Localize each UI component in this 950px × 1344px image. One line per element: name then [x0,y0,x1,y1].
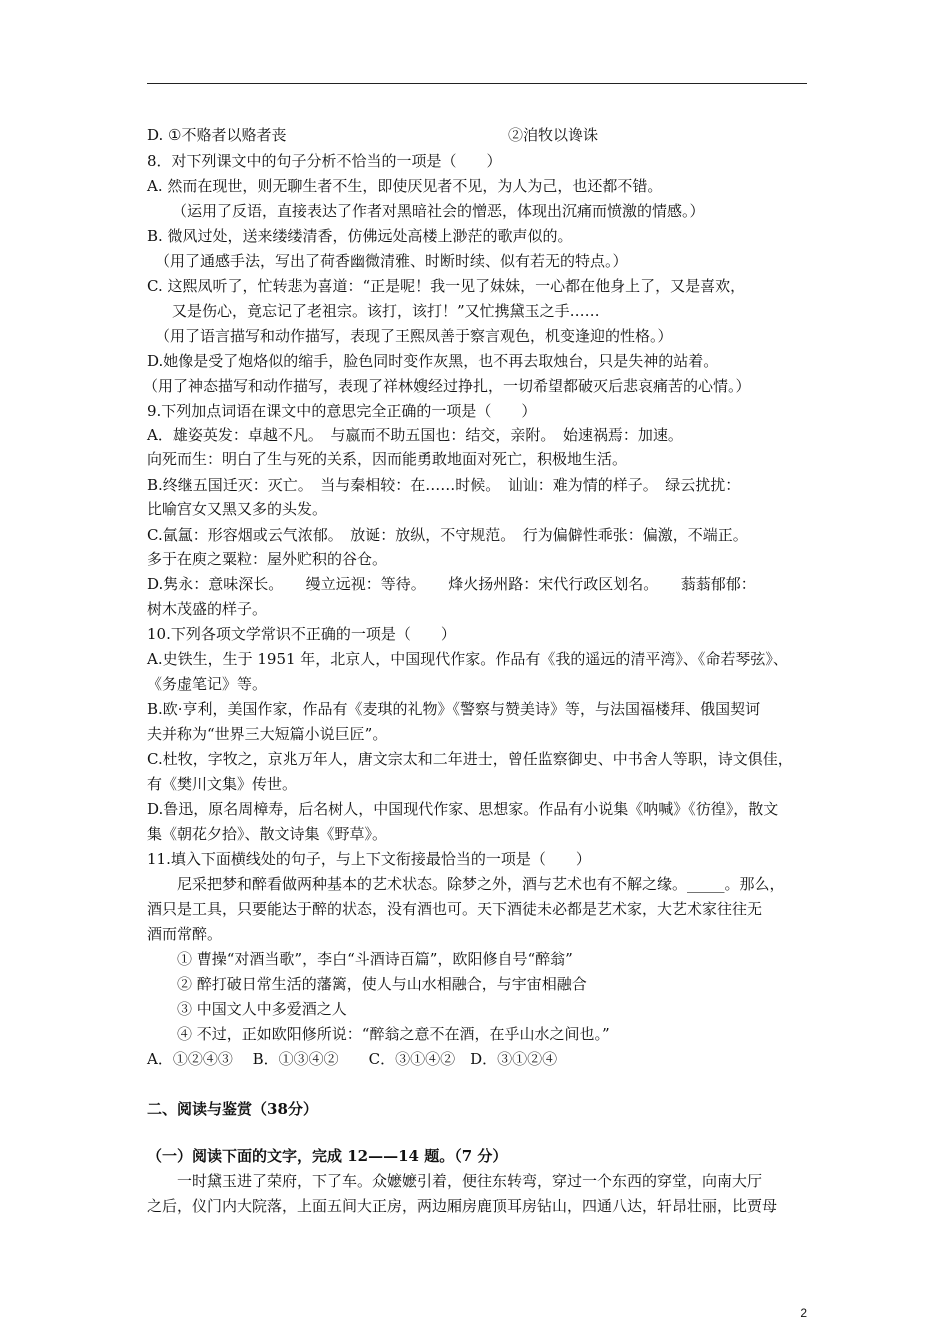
q9-option-c-cont: 多于在庾之粟粒：屋外贮积的谷仓。 [147,550,388,568]
q8-option-b: B. 微风过处，送来缕缕清香，仿佛远处高楼上渺茫的歌声似的。 [147,227,573,245]
q10-option-c-cont: 有《樊川文集》传世。 [147,775,298,793]
part1-heading: （一）阅读下面的文字，完成 12——14 题。（7 分） [147,1147,508,1165]
q9-option-d: D.隽永：意味深长。 缦立远视：等待。 烽火扬州路：宋代行政区划名。 蓊蓊郁郁： [147,575,756,593]
q11-item-4: ④ 不过，正如欧阳修所说：“醉翁之意不在酒，在乎山水之间也。” [147,1025,610,1043]
q8-stem: 8．对下列课文中的句子分析不恰当的一项是（ ） [147,152,502,170]
q10-option-d-cont: 集《朝花夕拾》、散文诗集《野草》。 [147,825,388,843]
q7-option-d-left: D. ①不赂者以赂者丧 [147,126,287,144]
header-rule [147,83,807,84]
q9-option-c: C.氤氲：形容烟或云气浓郁。 放诞：放纵，不守规范。 行为偏僻性乖张：偏激，不端正。 [147,526,748,544]
q11-choices: A．①②④③ B．①③④② C．③①④② D．③①②④ [147,1050,558,1068]
q9-option-a: A．雄姿英发：卓越不凡。 与嬴而不助五国也：结交，亲附。 始速祸焉：加速。 [147,426,683,444]
q10-option-a-cont: 《务虚笔记》等。 [147,675,268,693]
q7-option-d-right: ②洎牧以谗诛 [508,126,599,144]
q11-passage-2: 酒只是工具，只要能达于醉的状态，没有酒也可。天下酒徒未必都是艺术家，大艺术家往往无 [147,900,763,918]
q11-passage-3: 酒而常醉。 [147,925,223,943]
q9-stem: 9.下列加点词语在课文中的意思完全正确的一项是（ ） [147,402,537,420]
q9-option-d-cont: 树木茂盛的样子。 [147,600,268,618]
q9-option-b-cont: 比喻宫女又黑又多的头发。 [147,500,328,518]
q11-passage-1: 尼采把梦和醉看做两种基本的艺术状态。除梦之外，酒与艺术也有不解之缘。_____。那么， [147,875,785,893]
q8-option-d-note: （用了神态描写和动作描写，表现了祥林嫂经过挣扎，一切希望都破灭后悲哀痛苦的心情。） [143,377,751,395]
q10-option-a: A.史铁生，生于 1951 年，北京人，中国现代作家。作品有《我的遥远的清平湾》、《命若琴弦》、 [147,650,788,668]
q8-option-c-cont: 又是伤心，竟忘记了老祖宗。该打，该打！”又忙携黛玉之手…… [172,302,600,320]
q8-option-b-note: （用了通感手法，写出了荷香幽微清雅、时断时续、似有若无的特点。） [155,252,628,270]
section-heading: 二、阅读与鉴赏（38分） [147,1100,318,1118]
q11-item-2: ② 醉打破日常生活的藩篱，使人与山水相融合，与宇宙相融合 [147,975,587,993]
q10-option-c: C.杜牧，字牧之，京兆万年人，唐文宗太和二年进士，曾任监察御史、中书舍人等职，诗文俱佳， [147,750,793,768]
q10-option-b-cont: 夫并称为“世界三大短篇小说巨匠”。 [147,725,388,743]
q9-option-b: B.终继五国迁灭：灭亡。 当与秦相较：在……时候。 讪讪：难为情的样子。 绿云扰扰： [147,476,741,494]
q10-stem: 10.下列各项文学常识不正确的一项是（ ） [147,625,456,643]
q8-option-c-note: （用了语言描写和动作描写，表现了王熙凤善于察言观色，机变逢迎的性格。） [155,327,673,345]
q11-item-1: ① 曹操“对酒当歌”，李白“斗酒诗百篇”，欧阳修自号“醉翁” [147,950,573,968]
page-number: 2 [800,1306,807,1320]
q10-option-d: D.鲁迅，原名周樟寿，后名树人，中国现代作家、思想家。作品有小说集《呐喊》《彷徨》，散文 [147,800,779,818]
q10-option-b: B.欧·亨利，美国作家，作品有《麦琪的礼物》《警察与赞美诗》等，与法国福楼拜、俄国契诃 [147,700,761,718]
q8-option-d: D.她像是受了炮烙似的缩手，脸色同时变作灰黑，也不再去取烛台，只是失神的站着。 [147,352,719,370]
q8-option-a-note: （运用了反语，直接表达了作者对黑暗社会的憎恶，体现出沉痛而愤激的情感。） [172,202,705,220]
passage-line-2: 之后，仪门内大院落，上面五间大正房，两边厢房鹿顶耳房钻山，四通八达，轩昂壮丽，比贾母 [147,1197,778,1215]
q11-stem: 11.填入下面横线处的句子，与上下文衔接最恰当的一项是（ ） [147,850,591,868]
q8-option-a: A. 然而在现世，则无聊生者不生，即使厌见者不见，为人为己，也还都不错。 [147,177,663,195]
passage-line-1: 一时黛玉进了荣府，下了车。众嬷嬷引着，便往东转弯，穿过一个东西的穿堂，向南大厅 [147,1172,763,1190]
q11-item-3: ③ 中国文人中多爱酒之人 [147,1000,347,1018]
q8-option-c: C. 这熙凤听了，忙转悲为喜道：“正是呢！我一见了妹妹，一心都在他身上了，又是喜欢， [147,277,746,295]
q9-option-a-cont: 向死而生：明白了生与死的关系，因而能勇敢地面对死亡，积极地生活。 [147,450,628,468]
